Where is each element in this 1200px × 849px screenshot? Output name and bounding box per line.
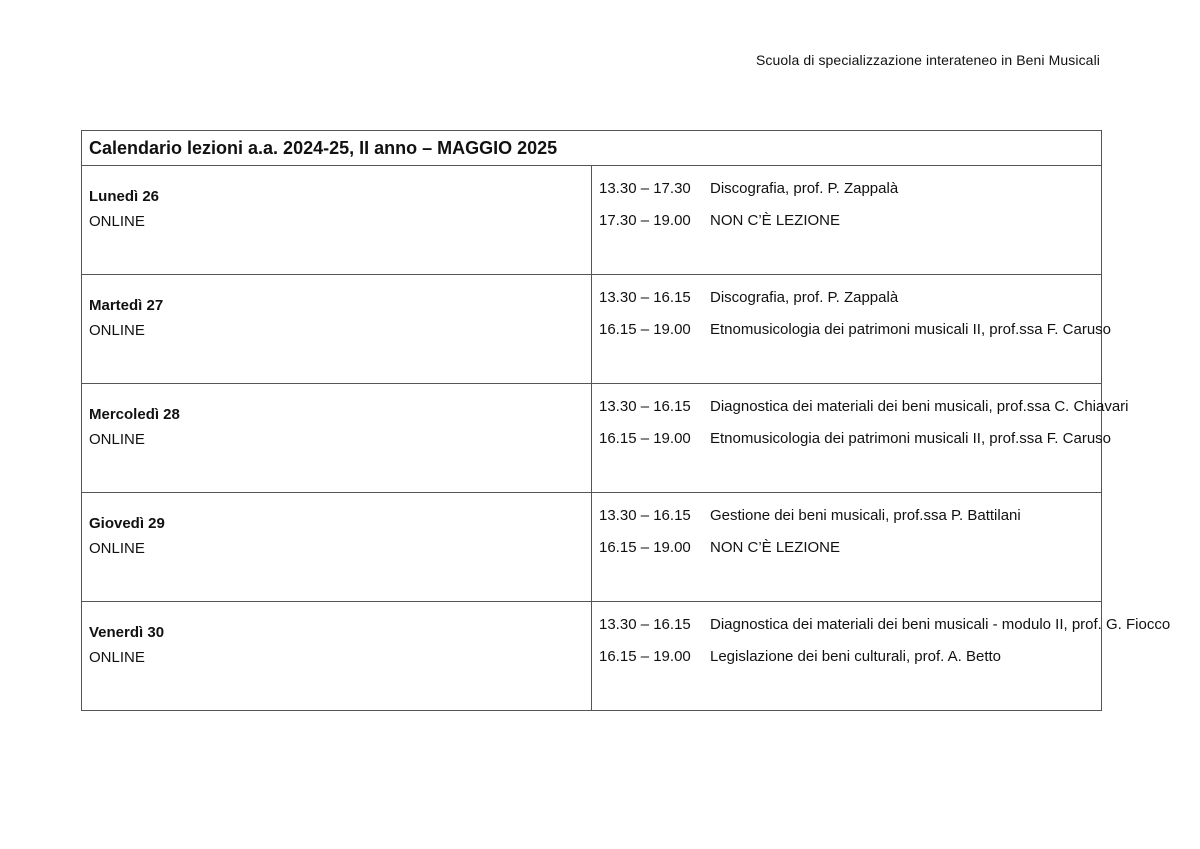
slot-subject: Diagnostica dei materiali dei beni musicali - modulo II, prof. G. Fiocco: [710, 616, 1171, 633]
day-cell: [82, 602, 592, 711]
slots-cell: [592, 166, 1102, 275]
slot-time: 13.30 – 16.15: [599, 398, 691, 415]
lesson-slot: [599, 395, 1129, 427]
slots-cell: [592, 384, 1129, 493]
day-name: Venerdì 30: [89, 624, 165, 641]
lesson-slot: [599, 613, 1171, 645]
lesson-slot: [599, 427, 1112, 459]
slot-time: 16.15 – 19.00: [599, 321, 691, 338]
lesson-slot: [599, 286, 1101, 318]
slot-time: 16.15 – 19.00: [599, 648, 691, 665]
slot-time: 16.15 – 19.00: [599, 539, 691, 556]
table-row: [82, 166, 1102, 275]
table-row: [82, 384, 1102, 493]
day-cell: [82, 275, 592, 384]
slot-subject: Diagnostica dei materiali dei beni musicali, prof.ssa C. Chiavari: [710, 398, 1129, 415]
lesson-slot: [599, 177, 1101, 209]
day-mode: ONLINE: [89, 322, 145, 339]
page-header: Scuola di specializzazione interateneo in Beni Musicali: [755, 52, 1100, 68]
schedule-table: [81, 130, 1171, 711]
day-cell: [82, 493, 592, 602]
slot-subject: NON C’È LEZIONE: [710, 539, 841, 556]
slot-time: 13.30 – 16.15: [599, 289, 691, 306]
slots-cell: [592, 275, 1112, 384]
day-mode: ONLINE: [89, 213, 145, 230]
lesson-slot: [599, 209, 1101, 241]
slot-subject: NON C’È LEZIONE: [710, 212, 841, 229]
day-mode: ONLINE: [89, 649, 145, 666]
slot-time: 13.30 – 16.15: [599, 616, 691, 633]
day-name: Martedì 27: [89, 297, 164, 314]
lesson-slot: [599, 318, 1112, 350]
slot-subject: Legislazione dei beni culturali, prof. A. Betto: [710, 648, 1002, 665]
table-title: Calendario lezioni a.a. 2024-25, II anno – MAGGIO 2025: [82, 131, 1102, 166]
slot-time: 13.30 – 17.30: [599, 180, 691, 197]
day-cell: [82, 384, 592, 493]
day-name: Giovedì 29: [89, 515, 165, 532]
slot-subject: Gestione dei beni musicali, prof.ssa P. Battilani: [710, 507, 1021, 524]
day-mode: ONLINE: [89, 431, 145, 448]
table-row: [82, 493, 1102, 602]
slot-time: 13.30 – 16.15: [599, 507, 691, 524]
lesson-slot: [599, 645, 1101, 677]
title-row: [82, 131, 1102, 166]
slot-subject: Etnomusicologia dei patrimoni musicali II, prof.ssa F. Caruso: [710, 430, 1112, 447]
day-mode: ONLINE: [89, 540, 145, 557]
slots-cell: [592, 493, 1102, 602]
table-row: [82, 275, 1102, 384]
day-name: Mercoledì 28: [89, 406, 180, 423]
slots-cell: [592, 602, 1171, 711]
day-name: Lunedì 26: [89, 188, 160, 205]
slot-subject: Etnomusicologia dei patrimoni musicali II, prof.ssa F. Caruso: [710, 321, 1112, 338]
table-row: [82, 602, 1102, 711]
slot-subject: Discografia, prof. P. Zappalà: [710, 289, 899, 306]
slot-time: 16.15 – 19.00: [599, 430, 691, 447]
slot-subject: Discografia, prof. P. Zappalà: [710, 180, 899, 197]
day-cell: [82, 166, 592, 275]
lesson-slot: [599, 504, 1101, 536]
slot-time: 17.30 – 19.00: [599, 212, 691, 229]
lesson-slot: [599, 536, 1101, 568]
